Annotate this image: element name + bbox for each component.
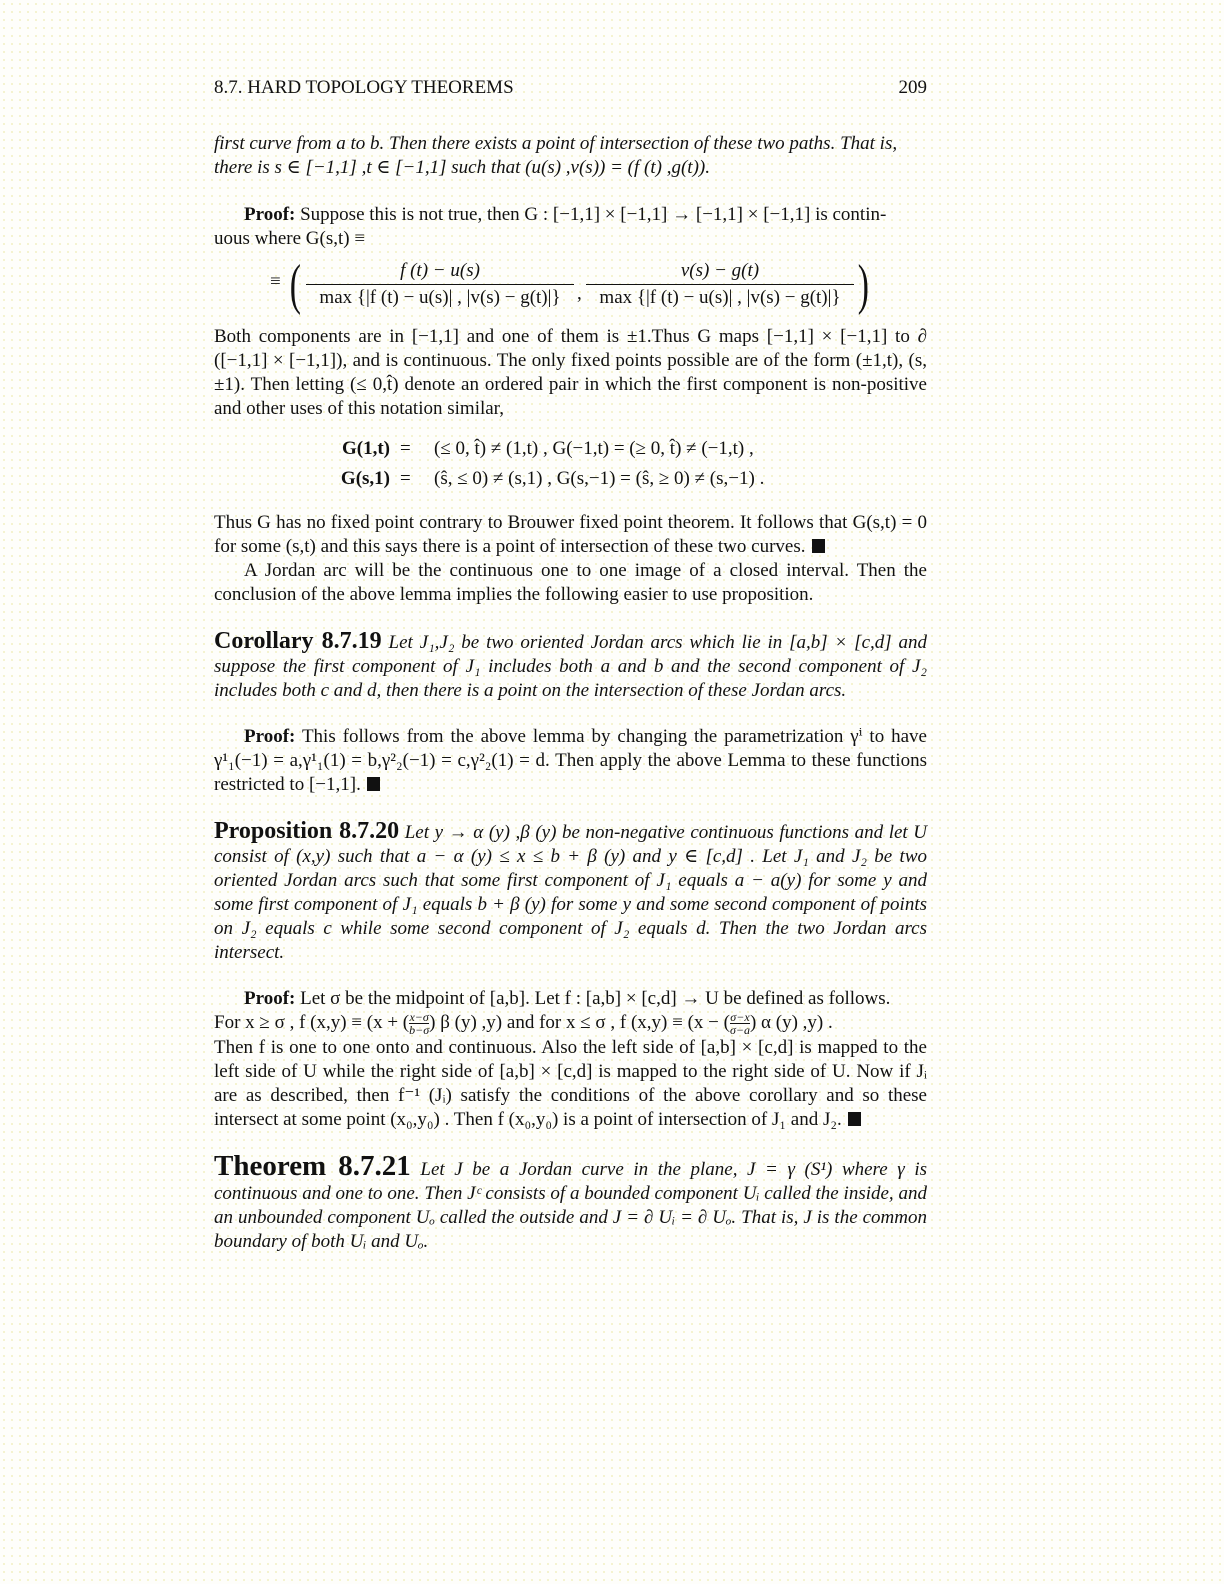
proof-2-text: This follows from the above lemma by changing the parametrization γⁱ to have γ¹₁(−1) = a,γ¹₁(1) = b,γ²₂(−1) = c,γ²₂(1) = d. Then apply the above Lemma to these functions restricted to [−1,1]. [214,726,927,795]
section-title: 8.7. HARD TOPOLOGY THEOREMS [214,77,514,98]
proof-1-line-1: Suppose this is not true, then G : [−1,1] × [−1,1] → [−1,1] × [−1,1] is contin- [295,204,887,225]
page [214,76,927,1254]
page-number: 209 [898,77,927,98]
corollary-text: Let J₁,J₂ be two oriented Jordan arcs which lie in [a,b] × [c,d] and suppose the first component of J₁ includes both a and b and the second component of J₂ includes both c and d, then there is a point on the intersection of these Jordan arcs. [214,632,927,701]
small-fraction-b-den: σ−a [729,1023,750,1038]
equation-2-lhs: G(s,1) [340,468,390,489]
proposition-text: Let y → α (y) ,β (y) be non-negative continuous functions and let U consist of (x,y) such that a − α (y) ≤ x ≤ b + β (y) and y ∈ [c,d] . Let J₁ and J₂ be two oriented Jordan arcs such that some first component of J₁ equals a − a(y) for some y and some first component of J₁ equals b + β (y) for some y and some second component of points on J₂ equals c while some second component of J₂ equals d. Then the two Jordan arcs intersect. [214,822,928,963]
proof-1-conclusion [214,511,927,559]
fraction-2-numerator: v(s) − g(t) [680,260,760,281]
proof-3-rest-text: Then f is one to one onto and continuous. Also the left side of [a,b] × [c,d] is mapped to the left side of U while the right side of [a,b] × [c,d] is mapped to the right side of U. Now if Jᵢ are as described, then f⁻¹ (Jᵢ) satisfy the conditions of the above corollary and so these intersect at some point (x₀,y₀) . Then f (x₀,y₀) is a point of intersection of J₁ and J₂. [214,1037,927,1131]
equiv-symbol: ≡ [270,271,281,292]
qed-square-icon [848,1112,861,1126]
theorem-8-7-21 [214,1150,927,1254]
corollary-8-7-19 [214,629,927,703]
equals-sign: = [400,468,411,489]
corollary-label: Corollary 8.7.19 [214,628,382,654]
fixed-point-equations [214,437,927,497]
fraction-2-denominator: max {|f (t) − u(s)| , |v(s) − g(t)|} [599,287,841,308]
proof-label: Proof: [244,204,296,225]
fraction-bar [586,284,854,285]
proof-3-text-2c: ) α (y) ,y) . [749,1012,833,1033]
equation-2-rhs: (ŝ, ≤ 0) ≠ (s,1) , G(s,−1) = (ŝ, ≥ 0) ≠ (s,−1) . [434,468,765,489]
running-header [214,76,927,100]
proof-3-rest [214,1036,927,1132]
fraction-2 [586,259,854,310]
small-fraction-b-num: σ−x [730,1010,750,1025]
fraction-1-numerator: f (t) − u(s) [400,260,480,281]
proof-3-text-1: Let σ be the midpoint of [a,b]. Let f : [a,b] × [c,d] → U be defined as follows. [300,988,891,1009]
equation-1-rhs: (≤ 0, t̂) ≠ (1,t) , G(−1,t) = (≥ 0, t̂) ≠ (−1,t) , [434,438,754,459]
proof-1-line-2: uous where G(s,t) ≡ [214,228,366,249]
small-fraction-a [409,1011,429,1036]
left-paren: ( [289,254,301,316]
fraction-1-denominator: max {|f (t) − u(s)| , |v(s) − g(t)|} [319,287,561,308]
proof-label: Proof: [244,726,296,747]
small-fraction-b [730,1011,750,1036]
qed-square-icon [367,777,380,791]
proof-3-line-2 [214,1011,927,1036]
fraction-bar [306,284,574,285]
display-equation-G [214,254,927,321]
right-paren: ) [857,254,869,316]
proof-label: Proof: [244,988,296,1009]
lemma-line-2: there is s ∈ [−1,1] ,t ∈ [−1,1] such that (u(s) ,v(s)) = (f (t) ,g(t)). [214,157,710,178]
small-fraction-a-num: x−σ [409,1010,429,1025]
jordan-arc-paragraph: A Jordan arc will be the continuous one to one image of a closed interval. Then the conclusion of the above lemma implies the following easier to use proposition. [214,560,927,605]
fraction-1 [306,259,574,310]
equation-1-lhs: G(1,t) [341,438,390,459]
proof-2 [214,725,927,797]
small-fraction-a-den: b−σ [409,1023,430,1038]
lemma-tail [214,132,927,180]
proposition-8-7-20 [214,819,927,965]
lemma-line-1: first curve from a to b. Then there exists a point of intersection of these two paths. That is, [214,133,898,154]
theorem-label: Theorem 8.7.21 [214,1150,411,1183]
conclusion-text: Thus G has no fixed point contrary to Brouwer fixed point theorem. It follows that G(s,t) = 0 for some (s,t) and this says there is a point of intersection of these two curves. [214,512,927,557]
proof-3-text-2a: For x ≥ σ , f (x,y) ≡ (x + ( [214,1012,410,1033]
proof-1-intro [214,203,927,251]
equals-sign: = [400,438,411,459]
proof-3-text-2b: ) β (y) ,y) and for x ≤ σ , f (x,y) ≡ (x − ( [429,1012,730,1033]
theorem-text: Let J be a Jordan curve in the plane, J = γ (S¹) where γ is continuous and one to one. Then Jᶜ consists of a bounded component Uᵢ called the inside, and an unbounded component Uₒ called the outside and J = ∂ Uᵢ = ∂ Uₒ. That is, J is the common boundary of both Uᵢ and Uₒ. [214,1159,927,1253]
components-paragraph: Both components are in [−1,1] and one of them is ±1.Thus G maps [−1,1] × [−1,1] to ∂ ([−1,1] × [−1,1]), and is continuous. The only fixed points possible are of the form (±1,t), (s,±1). Then letting (≤ 0,t̂) denote an ordered pair in which the first component is non-positive and other uses of this notation similar, [214,326,927,419]
comma: , [577,283,582,304]
proof-3-line-1 [214,987,927,1011]
qed-square-icon [812,539,825,553]
proposition-label: Proposition 8.7.20 [214,818,400,844]
